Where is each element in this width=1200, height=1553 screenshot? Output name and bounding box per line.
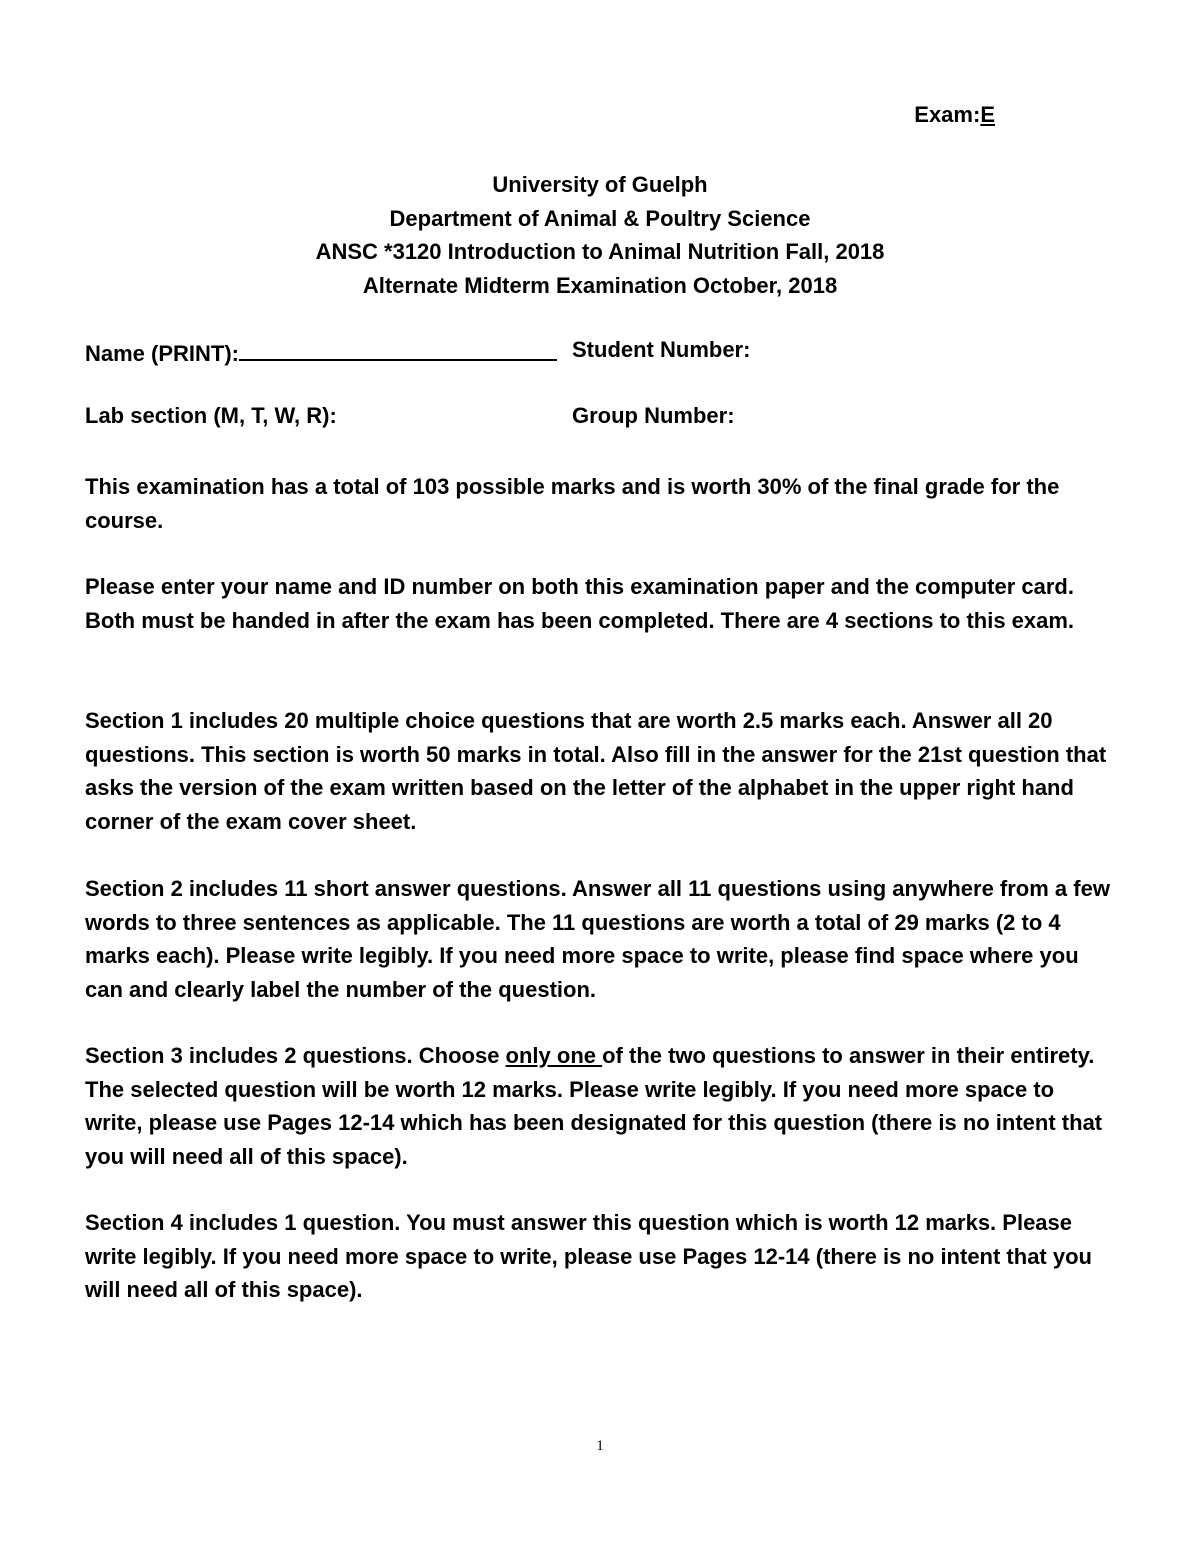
exam-header <box>0 168 1200 302</box>
name-field-row <box>85 337 557 367</box>
department-name: Department of Animal & Poultry Science <box>389 205 811 231</box>
name-blank-line <box>239 337 557 361</box>
section-3-emphasis: only one <box>505 1043 603 1068</box>
group-number-label: Group Number: <box>572 403 735 428</box>
section-3-text-start: Section 3 includes 2 questions. Choose <box>85 1043 506 1068</box>
lab-section-label: Lab section (M, T, W, R): <box>85 403 337 428</box>
page-number: 1 <box>596 1438 604 1454</box>
university-name: University of Guelph <box>492 172 708 197</box>
section-3-text-end: of the two questions to answer in their entirety. The selected question will be worth 12 marks. Please write legibly. If you need more space to write, please use Pages 12-14 which has been designated for this question (there is no intent that you will need all of this space). <box>85 1043 1103 1169</box>
exam-title: Alternate Midterm Examination October, 2018 <box>362 272 838 298</box>
lab-section-field <box>85 403 337 429</box>
section-1-paragraph: Section 1 includes 20 multiple choice questions that are worth 2.5 marks each. Answer all 20 questions. This section is worth 50 marks in total. Also fill in the answer for the 21st question that asks the version of the exam written based on the letter of the alphabet in the upper right hand corner of the exam cover sheet. <box>85 708 1107 834</box>
section-4-paragraph: Section 4 includes 1 question. You must answer this question which is worth 12 marks. Please write legibly. If you need more space to write, please use Pages 12-14 (there is no intent that you will need all of this space). <box>85 1210 1092 1302</box>
exam-version-letter: E <box>980 102 995 127</box>
section-3-paragraph <box>85 1039 1115 1173</box>
group-number-field <box>572 403 735 429</box>
exam-label-text: Exam: <box>914 102 981 127</box>
instructions-paragraph: Please enter your name and ID number on both this examination paper and the computer card. Both must be handed in after the exam has been completed. There are 4 sections to this exam. <box>85 574 1075 633</box>
course-title: ANSC *3120 Introduction to Animal Nutrition Fall, 2018 <box>315 239 885 264</box>
student-number-field <box>572 337 750 363</box>
total-marks-paragraph: This examination has a total of 103 possible marks and is worth 30% of the final grade for the course. <box>85 474 1060 533</box>
student-number-label: Student Number: <box>572 337 751 362</box>
exam-version-label <box>914 102 995 128</box>
name-label: Name (PRINT): <box>85 341 240 366</box>
section-2-paragraph: Section 2 includes 11 short answer questions. Answer all 11 questions using anywhere from a few words to three sentences as applicable. The 11 questions are worth a total of 29 marks (2 to 4 marks each). Please write legibly. If you need more space to write, please find space where you can and clearly label the number of the question. <box>85 876 1110 1002</box>
